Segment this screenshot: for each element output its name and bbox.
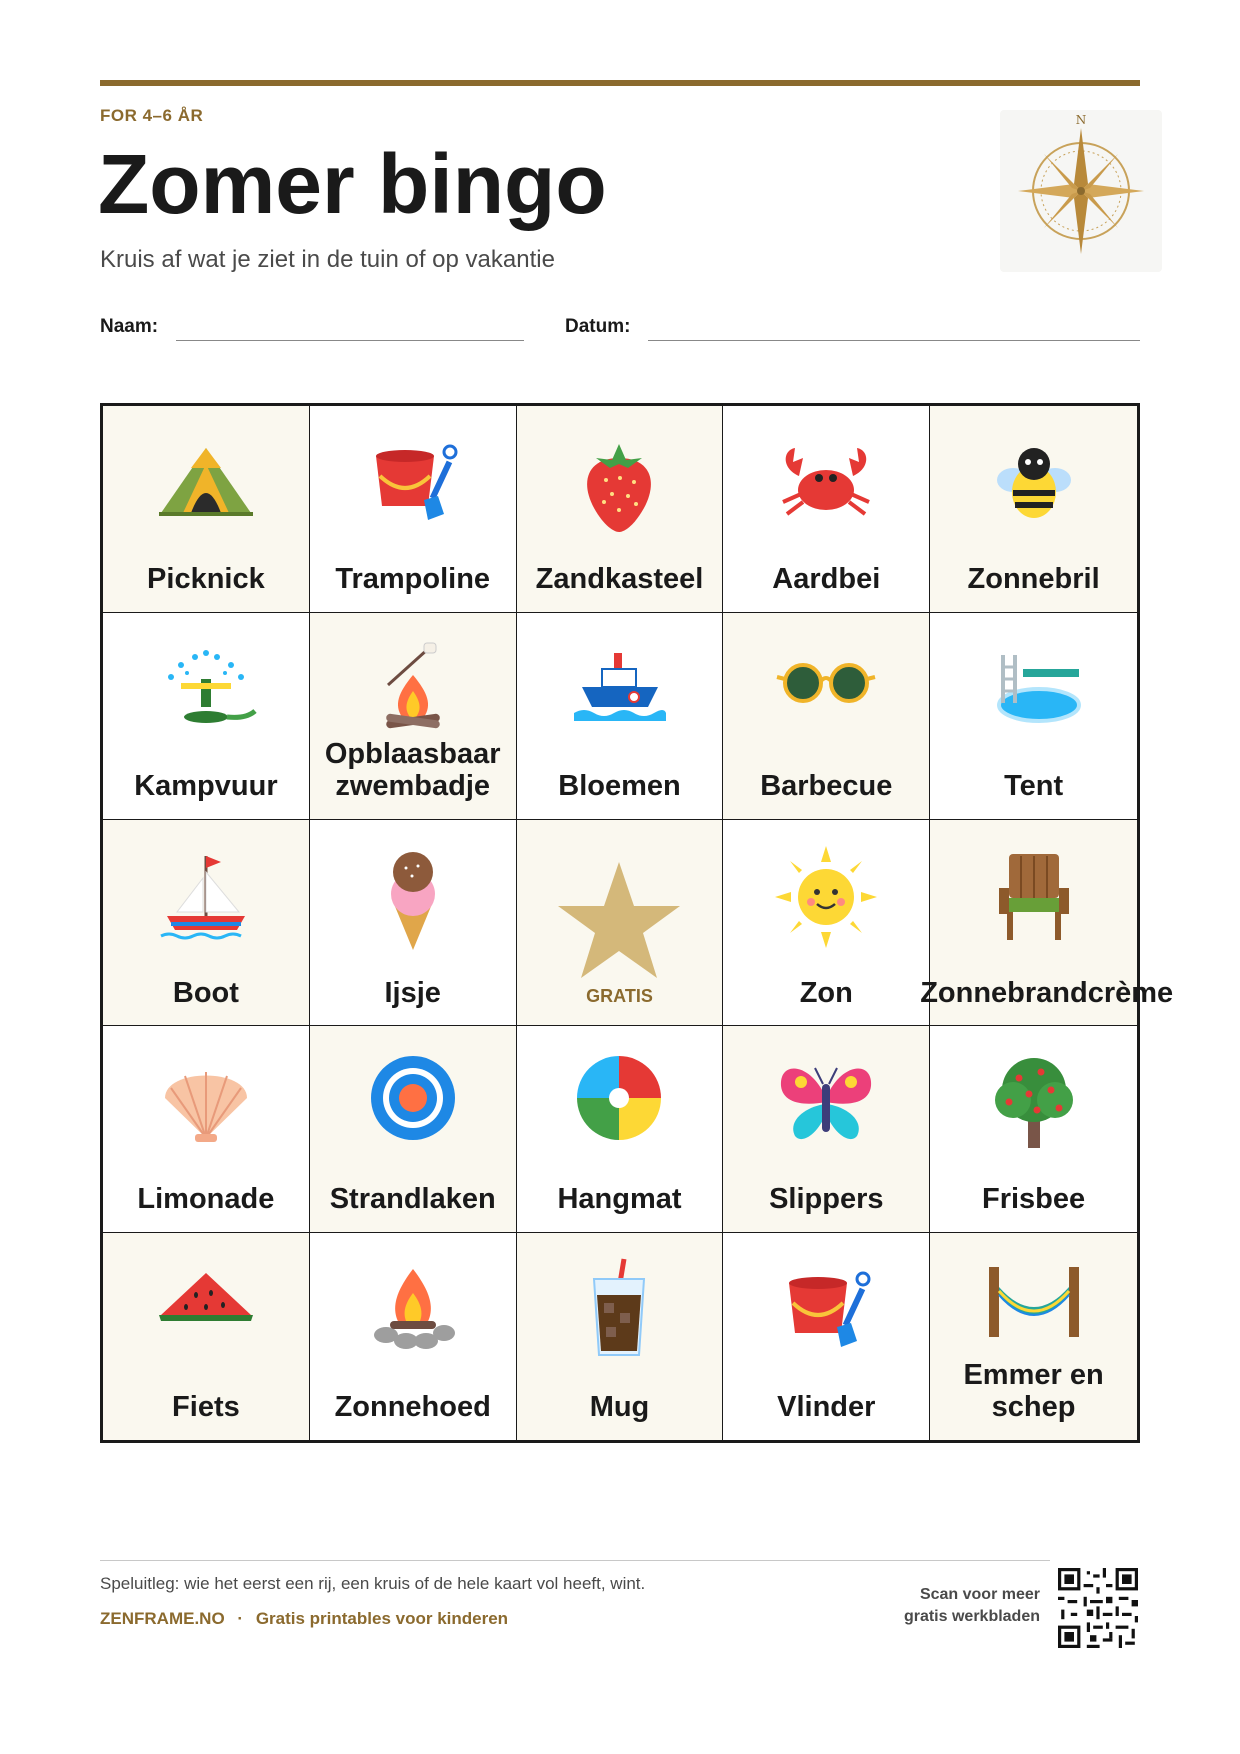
bingo-cell[interactable] [723,613,930,820]
cell-label: Bloemen [558,769,681,802]
cell-label: Trampoline [335,562,491,595]
bingo-cell[interactable] [103,1026,310,1233]
scan-line-2: gratis werkbladen [903,1608,1040,1626]
cell-label: Ijsje [384,976,441,1009]
star-icon [554,856,684,986]
top-rule [100,80,1140,86]
footer-brand [100,1609,508,1629]
butterfly-icon [771,1048,881,1158]
bingo-grid [100,403,1174,1443]
cell-label: Frisbee [982,1183,1086,1216]
soda-glass-icon [564,1255,674,1365]
bingo-cell[interactable] [103,820,310,1027]
cell-label: Opblaasbaar zwembadje [324,737,501,802]
bingo-cell[interactable] [310,820,517,1027]
free-cell[interactable] [517,820,724,1027]
cell-label: Kampvuur [134,769,278,802]
sunglasses-icon [771,635,881,745]
cell-label: Boot [172,976,239,1009]
bingo-cell[interactable] [517,613,724,820]
beach-ball-icon [564,1048,674,1158]
game-rules: Speluitleg: wie het eerst een rij, een kruis of de hele kaart vol heeft, wint. [100,1574,646,1593]
bingo-cell[interactable] [310,1233,517,1440]
cell-label: Vlinder [777,1391,876,1424]
bingo-cell[interactable] [723,1026,930,1233]
name-label: Naam: [100,316,159,337]
boat-icon [564,635,674,745]
bingo-cell[interactable] [103,1233,310,1440]
compass-north-letter: N [1075,113,1087,127]
cell-label: Zonnebril [967,562,1100,595]
bingo-cell[interactable] [723,1233,930,1440]
cell-label: Zandkasteel [535,562,704,595]
cell-label: Aardbei [772,562,881,595]
hammock-icon [979,1255,1089,1365]
scan-line-1: Scan voor meer [919,1586,1040,1603]
watermelon-icon [151,1255,261,1365]
sun-icon [771,842,881,952]
seashell-icon [151,1048,261,1158]
cell-label: Zonnebrandcrème [920,976,1174,1009]
bingo-cell[interactable] [310,406,517,613]
cell-label: Mug [589,1391,650,1424]
cell-label: Limonade [137,1183,275,1216]
page-title: Zomer bingo [98,137,607,231]
bingo-cell[interactable] [920,820,1174,1027]
garden-chair-icon [979,842,1089,952]
bingo-cell[interactable] [930,1026,1137,1233]
cell-label: Slippers [769,1183,884,1216]
brand-link[interactable]: ZENFRAME.NO [100,1609,225,1628]
tent-icon [151,428,261,538]
name-field[interactable] [176,340,524,341]
scan-caption [840,1584,1040,1629]
apple-tree-icon [979,1048,1089,1158]
cell-label: Hangmat [557,1183,682,1216]
bingo-cell[interactable] [517,406,724,613]
bingo-cell[interactable] [723,406,930,613]
free-label: GRATIS [586,986,653,1007]
cell-label: Zonnehoed [334,1391,491,1424]
sprinkler-icon [151,635,261,745]
cell-label: Emmer en schep [963,1359,1104,1424]
bingo-cell[interactable] [103,613,310,820]
bingo-cell[interactable] [930,1233,1137,1440]
bingo-cell[interactable] [930,613,1137,820]
bucket-spade-icon [771,1255,881,1365]
cell-label: Picknick [147,562,265,595]
bingo-cell[interactable] [103,406,310,613]
brand-tagline: Gratis printables voor kinderen [255,1609,509,1628]
bingo-cell[interactable] [517,1233,724,1440]
age-kicker: FOR 4–6 ÅR [100,106,204,125]
ice-cream-icon [358,842,468,952]
bingo-cell[interactable] [310,1026,517,1233]
frisbee-icon [358,1048,468,1158]
cell-label: Tent [1004,769,1064,802]
bucket-spade-icon [358,428,468,538]
bingo-cell[interactable] [723,820,930,1027]
brand-separator: · [237,1609,244,1628]
cell-label: Strandlaken [329,1183,496,1216]
date-field[interactable] [648,340,1140,341]
cell-label: Barbecue [760,769,893,802]
crab-icon [771,428,881,538]
campfire-marshmallow-icon [358,635,468,745]
bingo-cell[interactable] [930,406,1137,613]
bingo-cell[interactable] [517,1026,724,1233]
page-subtitle: Kruis af wat je ziet in de tuin of op vakantie [100,246,555,273]
sailboat-icon [151,842,261,952]
compass-icon [1000,110,1162,272]
cell-label: Zon [799,976,853,1009]
bingo-cell[interactable] [310,613,517,820]
date-label: Datum: [565,316,631,337]
bee-icon [979,428,1089,538]
cell-label: Fiets [172,1391,240,1424]
swimming-pool-icon [979,635,1089,745]
qr-code-icon[interactable] [1058,1568,1138,1648]
campfire-icon [358,1255,468,1365]
strawberry-icon [564,428,674,538]
footer-divider [100,1560,1050,1561]
